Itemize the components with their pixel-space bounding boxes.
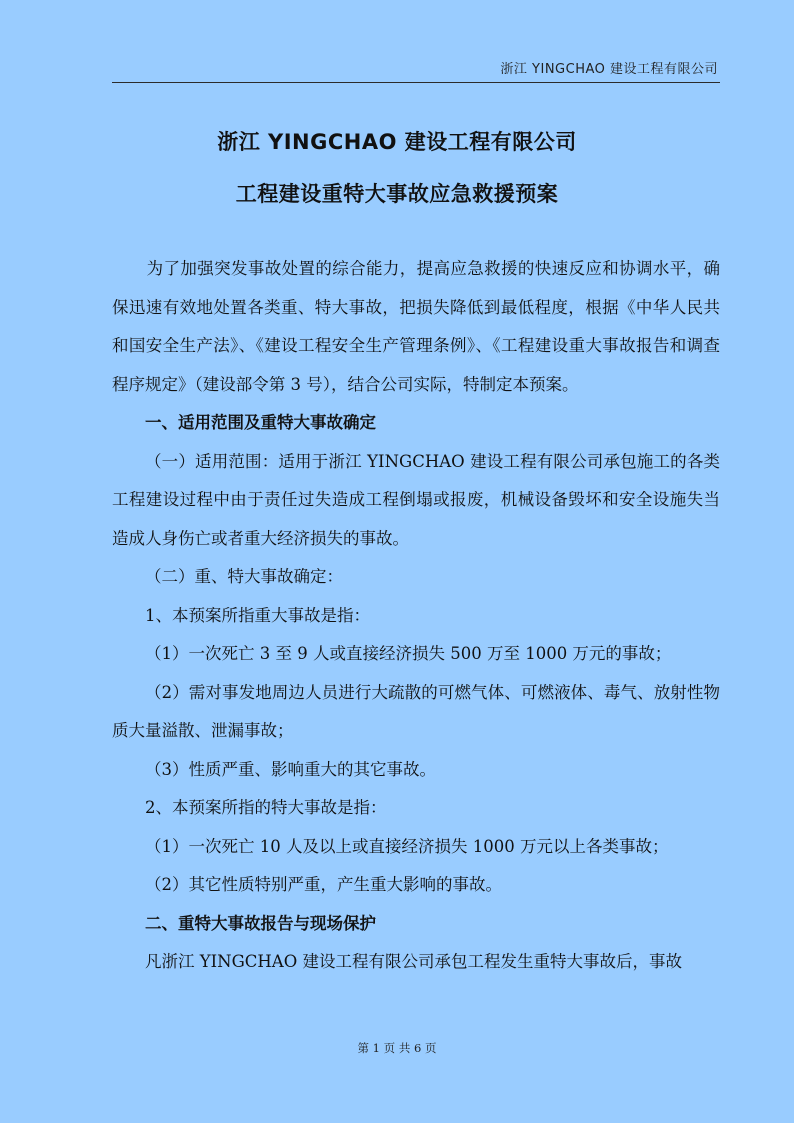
major-accident-item-3: （3）性质严重、影响重大的其它事故。 — [145, 759, 436, 779]
determination-heading: （二）重、特大事故确定： — [145, 567, 343, 586]
section2-heading: 二、重特大事故报告与现场保护 — [145, 913, 376, 933]
document-body — [112, 250, 720, 982]
section2-paragraph: 凡浙江 YINGCHAO 建设工程有限公司承包工程发生重特大事故后，事故 — [145, 952, 682, 971]
scope-paragraph: （一）适用范围：适用于浙江 YINGCHAO 建设工程有限公司承包施工的各类工程建设过程中由于责任过失造成工程倒塌或报废，机械设备毁坏和安全设施失当造成人身伤亡或者重大经济损失的事故。 — [112, 451, 720, 548]
section1-heading: 一、适用范围及重特大事故确定 — [145, 413, 376, 432]
title-plan-name: 工程建设重特大事故应急救援预案 — [235, 182, 559, 206]
title-company-name: 浙江 YINGCHAO 建设工程有限公司 — [217, 130, 577, 154]
major-accident-heading: 1、本预案所指重大事故是指： — [145, 605, 370, 625]
extreme-accident-item-2: （2）其它性质特别严重，产生重大影响的事故。 — [145, 875, 502, 894]
intro-paragraph: 为了加强突发事故处置的综合能力，提高应急救援的快速反应和协调水平，确保迅速有效地处置各类重、特大事故，把损失降低到最低程度，根据《中华人民共和国安全生产法》、《建设工程安全生产管理条例》、《工程建设重大事故报告和调查程序规定》（建设部令第 3 号），结合公司实际，特制定本预案。 — [112, 259, 720, 394]
page-number: 第 1 页 共 6 页 — [357, 1041, 437, 1055]
page-header — [112, 52, 720, 83]
document-title — [0, 128, 794, 208]
major-accident-item-1: （1）一次死亡 3 至 9 人或直接经济损失 500 万至 1000 万元的事故； — [145, 644, 672, 663]
header-company-name: 浙江 YINGCHAO 建设工程有限公司 — [500, 62, 718, 77]
extreme-accident-heading: 2、本预案所指的特大事故是指： — [145, 798, 387, 817]
major-accident-item-2: （2）需对事发地周边人员进行大疏散的可燃气体、可燃液体、毒气、放射性物质大量溢散、泄漏事故； — [112, 682, 720, 740]
extreme-accident-item-1: （1）一次死亡 10 人及以上或直接经济损失 1000 万元以上各类事故； — [145, 836, 669, 856]
